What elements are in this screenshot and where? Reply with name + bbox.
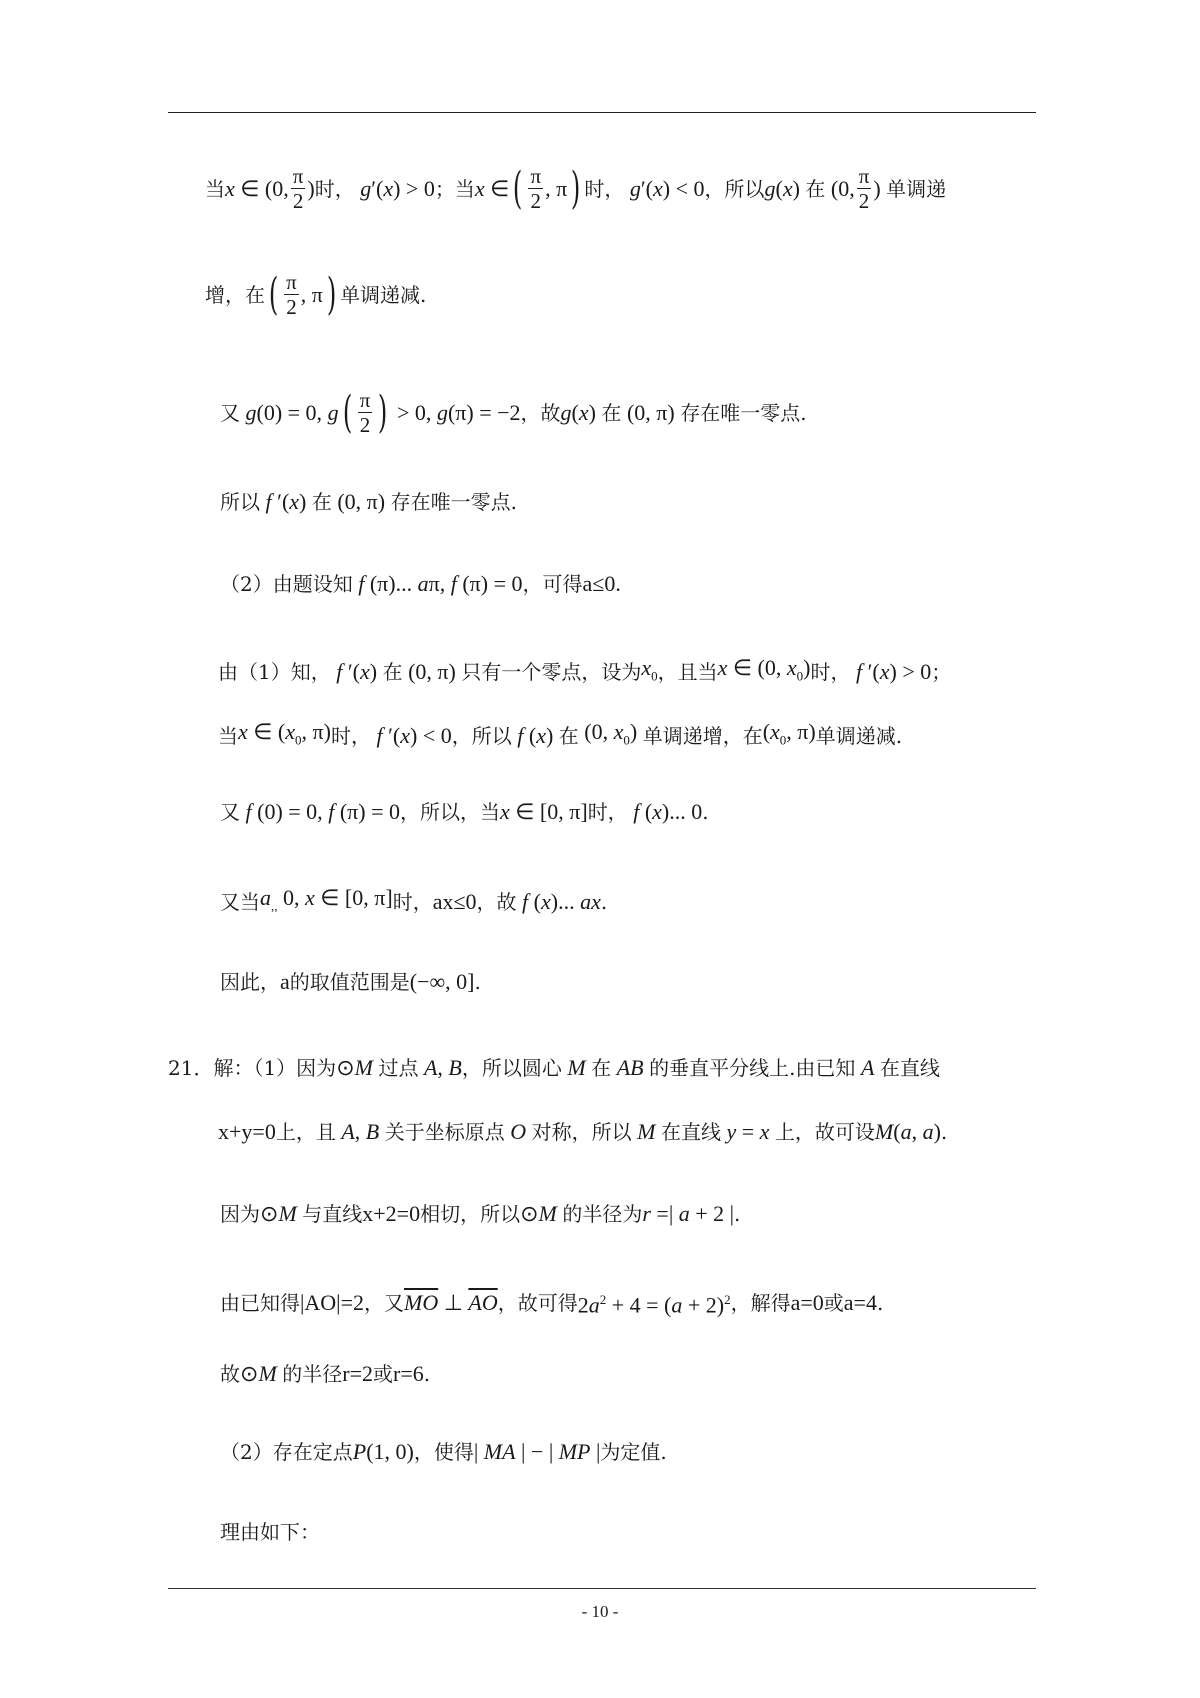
math: g(x) [764,175,806,201]
math: O [510,1119,527,1144]
text-line-15 [220,1360,430,1388]
math: ⊙M [260,1201,297,1226]
text: 对称，所以 [531,1120,632,1144]
math: ⊙M [520,1201,557,1226]
text: 时， [330,724,371,749]
text: . [702,800,709,824]
math: $\overline{MO}$ ⊥ $\overline{AO}$ [404,1289,498,1315]
math: ) [873,175,887,201]
text: 21．解：（1）因为 [168,1056,337,1080]
text: 在直线 [879,1056,940,1080]
text: 上，且 [275,1120,336,1144]
paren: ) [326,268,337,320]
math: g(0) = 0, g [245,399,339,425]
text: 因为 [220,1202,260,1226]
math: (0, π) [621,399,681,425]
text: 在 [558,724,579,749]
text: 的垂直平分线上.由已知 [649,1056,856,1080]
text: . [876,1290,884,1315]
math: r=6 [393,1361,424,1386]
math: a≤0. [582,571,621,596]
text: ，故 [520,400,561,425]
math: g′(x) < 0 [629,175,705,201]
math: | MA | − | MP | [473,1439,601,1464]
text: （2）存在定点 [220,1440,353,1464]
text: 时， [810,660,851,685]
math: ) [307,175,315,201]
text: ，又 [364,1290,404,1315]
math: AB [616,1055,644,1080]
math: ⊙M [240,1361,277,1386]
text-line-10 [220,968,481,996]
text: 在 [382,660,403,685]
text: 或 [373,1362,393,1386]
math: $x_0$ [641,655,658,684]
math: $a_{,,}$ 0, x ∈ [0, π] [260,885,393,914]
text-line-11 [168,1054,940,1082]
text: 因此， [220,970,280,994]
math: r=2 [342,1361,373,1386]
text: 单调递减. [340,282,427,307]
header-rule [168,112,1036,113]
math: > 0, g(π) = −2 [391,399,521,425]
text: 所以 [220,490,260,514]
text: 在 [805,176,826,201]
text: ；当 [434,176,475,201]
text: 在 [591,1056,612,1080]
text-line-8 [220,798,709,826]
text: ，所以，当 [399,800,500,824]
math: M [567,1055,586,1080]
math: A [860,1055,875,1080]
text-line-17 [220,1518,320,1546]
math: f ′(x) [336,659,383,685]
math: (0, $x_0$) [578,719,643,748]
text: 上，故可设 [774,1120,875,1144]
text: ，故可得 [497,1290,578,1315]
math: (−∞, 0] [409,969,475,994]
text: ； [931,660,952,685]
math: A, B [341,1119,380,1144]
math: f (x)... 0 [633,799,703,824]
text: ，故 [476,890,517,915]
text: 为定值. [600,1440,667,1464]
paren: ) [571,162,581,214]
text: ，使得 [413,1440,474,1464]
math: f (x) [517,723,559,749]
math: f (0) = 0, f (π) = 0 [245,799,400,824]
fraction: $\frac{\pi}{2}$ [858,164,870,213]
math: |AO|=2 [300,1289,364,1315]
text: 的取值范围是 [289,970,410,994]
math: a=0 [790,1289,824,1315]
text: 理由如下： [220,1520,320,1544]
math: (0, π) [402,659,462,685]
text: . [600,890,608,915]
text: 关于坐标原点 [384,1120,505,1144]
text: 相切，所以 [420,1202,521,1226]
math: f (π)... aπ, f (π) = 0 [358,571,523,596]
math: x ∈ (0, $x_0$) [717,655,811,684]
text: 与直线 [302,1202,363,1226]
text-line-16 [220,1438,667,1466]
text: 时， [584,176,625,201]
paren: ( [342,386,352,438]
math: ax≤0 [432,889,477,915]
fraction: $\frac{\pi}{2}$ [530,164,542,213]
paren: ( [513,162,523,214]
math: x ∈ [474,175,510,201]
text: 当 [205,176,225,201]
text: 时， [587,800,628,824]
text-line-4 [220,488,517,516]
math: ($x_0$, π) [762,719,816,748]
math: r =| a + 2 | [642,1201,735,1226]
text: 当 [218,724,238,749]
math: M [637,1119,656,1144]
text: 只有一个零点，设为 [461,660,642,685]
math: g(x) [560,399,602,425]
math: x ∈ [0, π] [499,799,588,824]
text: 在直线 [660,1120,721,1144]
math: (0, [825,175,855,201]
text: 单调递增，在 [642,724,763,749]
text-line-14 [220,1286,883,1319]
text: 时， [314,176,355,201]
paren: ( [268,268,279,320]
text: 的半径为 [562,1202,643,1226]
footer-rule [168,1588,1036,1589]
text: 又 [220,400,240,425]
math: y = x [726,1119,770,1144]
text: ，解得 [730,1290,791,1315]
text: 单调递 [886,176,947,201]
text: 或 [823,1290,844,1315]
text: 由（1）知， [218,660,331,685]
text: 故 [220,1362,240,1386]
text-line-9 [220,884,607,920]
text: 存在唯一零点. [680,400,807,425]
math: (0, π) [331,489,391,514]
math: a [280,969,290,994]
text: . [940,1120,948,1144]
text: （2）由题设知 [220,572,353,596]
math: f ′(x) [265,489,312,514]
math: P(1, 0) [352,1439,414,1464]
text-line-12 [218,1118,947,1146]
math: M(a, a) [874,1119,941,1144]
text: 的半径 [282,1362,343,1386]
text: 又当 [220,890,260,915]
text: 存在唯一零点. [390,490,517,514]
text: 由已知得 [220,1290,300,1315]
text-line-7 [218,718,902,754]
page-number: - 10 - [581,1602,619,1621]
math: x ∈ (0, [225,175,289,201]
math: a=4 [843,1289,877,1315]
text: ，且当 [657,660,718,685]
text: . [423,1362,431,1386]
math: A, B [423,1055,462,1080]
text-line-2 [205,270,426,319]
math: f ′(x) > 0 [855,659,932,685]
text: 过点 [378,1056,419,1080]
math: f ′(x) < 0 [376,723,452,749]
math: ⊙M [336,1055,373,1080]
text: 又 [220,800,240,824]
fraction: $\frac{\pi}{2}$ [359,388,371,437]
math: , π [545,175,568,201]
fraction: $\frac{\pi}{2}$ [286,270,297,319]
math: f (x)... ax [522,889,601,915]
text-line-5 [220,570,621,598]
text-line-1 [205,164,946,213]
math: g′(x) > 0 [360,175,435,201]
text: ，所以 [704,176,765,201]
math: , π [300,281,323,307]
text: 在 [311,490,332,514]
fraction: $\frac{\pi}{2}$ [292,164,304,213]
text: ，所以圆心 [461,1056,562,1080]
math: $2a^2 + 4 = (a + 2)^2$ [577,1292,731,1318]
text: . [474,970,481,994]
text: ，可得 [522,572,583,596]
text: 在 [601,400,622,425]
math: x ∈ ($x_0$, π) [238,719,331,748]
text-line-3 [220,388,807,437]
math: x+y=0 [218,1119,276,1144]
text: 时， [392,890,433,915]
text: 单调递减. [815,724,903,749]
text: ，所以 [451,724,512,749]
text-line-6 [218,654,951,690]
paren: ) [378,386,388,438]
text-line-13 [220,1200,740,1228]
text: . [734,1202,741,1226]
text: 增，在 [205,282,265,307]
math: x+2=0 [362,1201,421,1226]
